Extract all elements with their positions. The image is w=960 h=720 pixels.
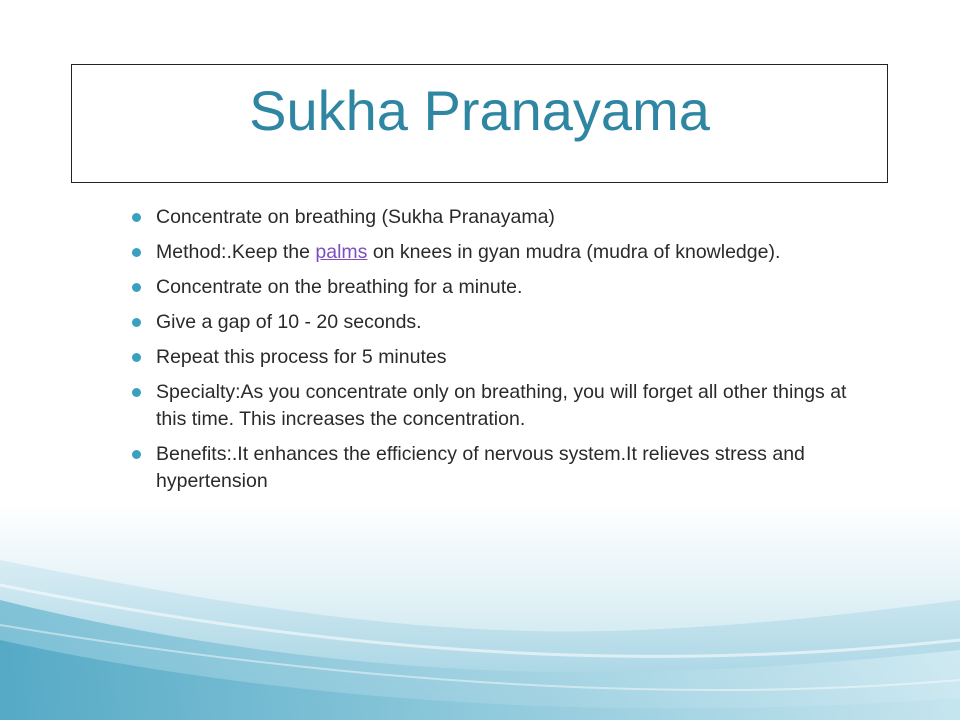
bullet-item bbox=[130, 379, 850, 433]
bullet-text-after: on knees in gyan mudra (mudra of knowledge). bbox=[367, 241, 781, 263]
bullet-dot-icon bbox=[132, 450, 141, 459]
bullet-text: Give a gap of 10 - 20 seconds. bbox=[156, 311, 422, 333]
bullet-dot-icon bbox=[132, 318, 141, 327]
bullet-text: Concentrate on the breathing for a minute. bbox=[156, 276, 523, 298]
title-box bbox=[71, 64, 888, 183]
bullet-text: Concentrate on breathing (Sukha Pranayama) bbox=[156, 206, 555, 228]
bullet-list bbox=[130, 204, 850, 503]
bullet-text: Repeat this process for 5 minutes bbox=[156, 346, 447, 368]
bullet-text-before: Method:.Keep the bbox=[156, 241, 316, 263]
slide-title: Sukha Pranayama bbox=[249, 79, 710, 142]
bullet-item bbox=[130, 274, 850, 301]
palms-link[interactable]: palms bbox=[315, 241, 368, 263]
bullet-item bbox=[130, 344, 850, 371]
bullet-dot-icon bbox=[132, 213, 141, 222]
bullet-dot-icon bbox=[132, 283, 141, 292]
bullet-dot-icon bbox=[132, 353, 141, 362]
bullet-item bbox=[130, 441, 850, 495]
bullet-text: Specialty:As you concentrate only on breathing, you will forget all other things at this time. This increases the concentration. bbox=[156, 381, 847, 430]
bullet-dot-icon bbox=[132, 248, 141, 257]
bullet-dot-icon bbox=[132, 388, 141, 397]
bullet-item bbox=[130, 239, 850, 266]
bullet-item bbox=[130, 309, 850, 336]
bullet-text: Benefits:.It enhances the efficiency of nervous system.It relieves stress and hypertension bbox=[156, 443, 805, 492]
bullet-item bbox=[130, 204, 850, 231]
